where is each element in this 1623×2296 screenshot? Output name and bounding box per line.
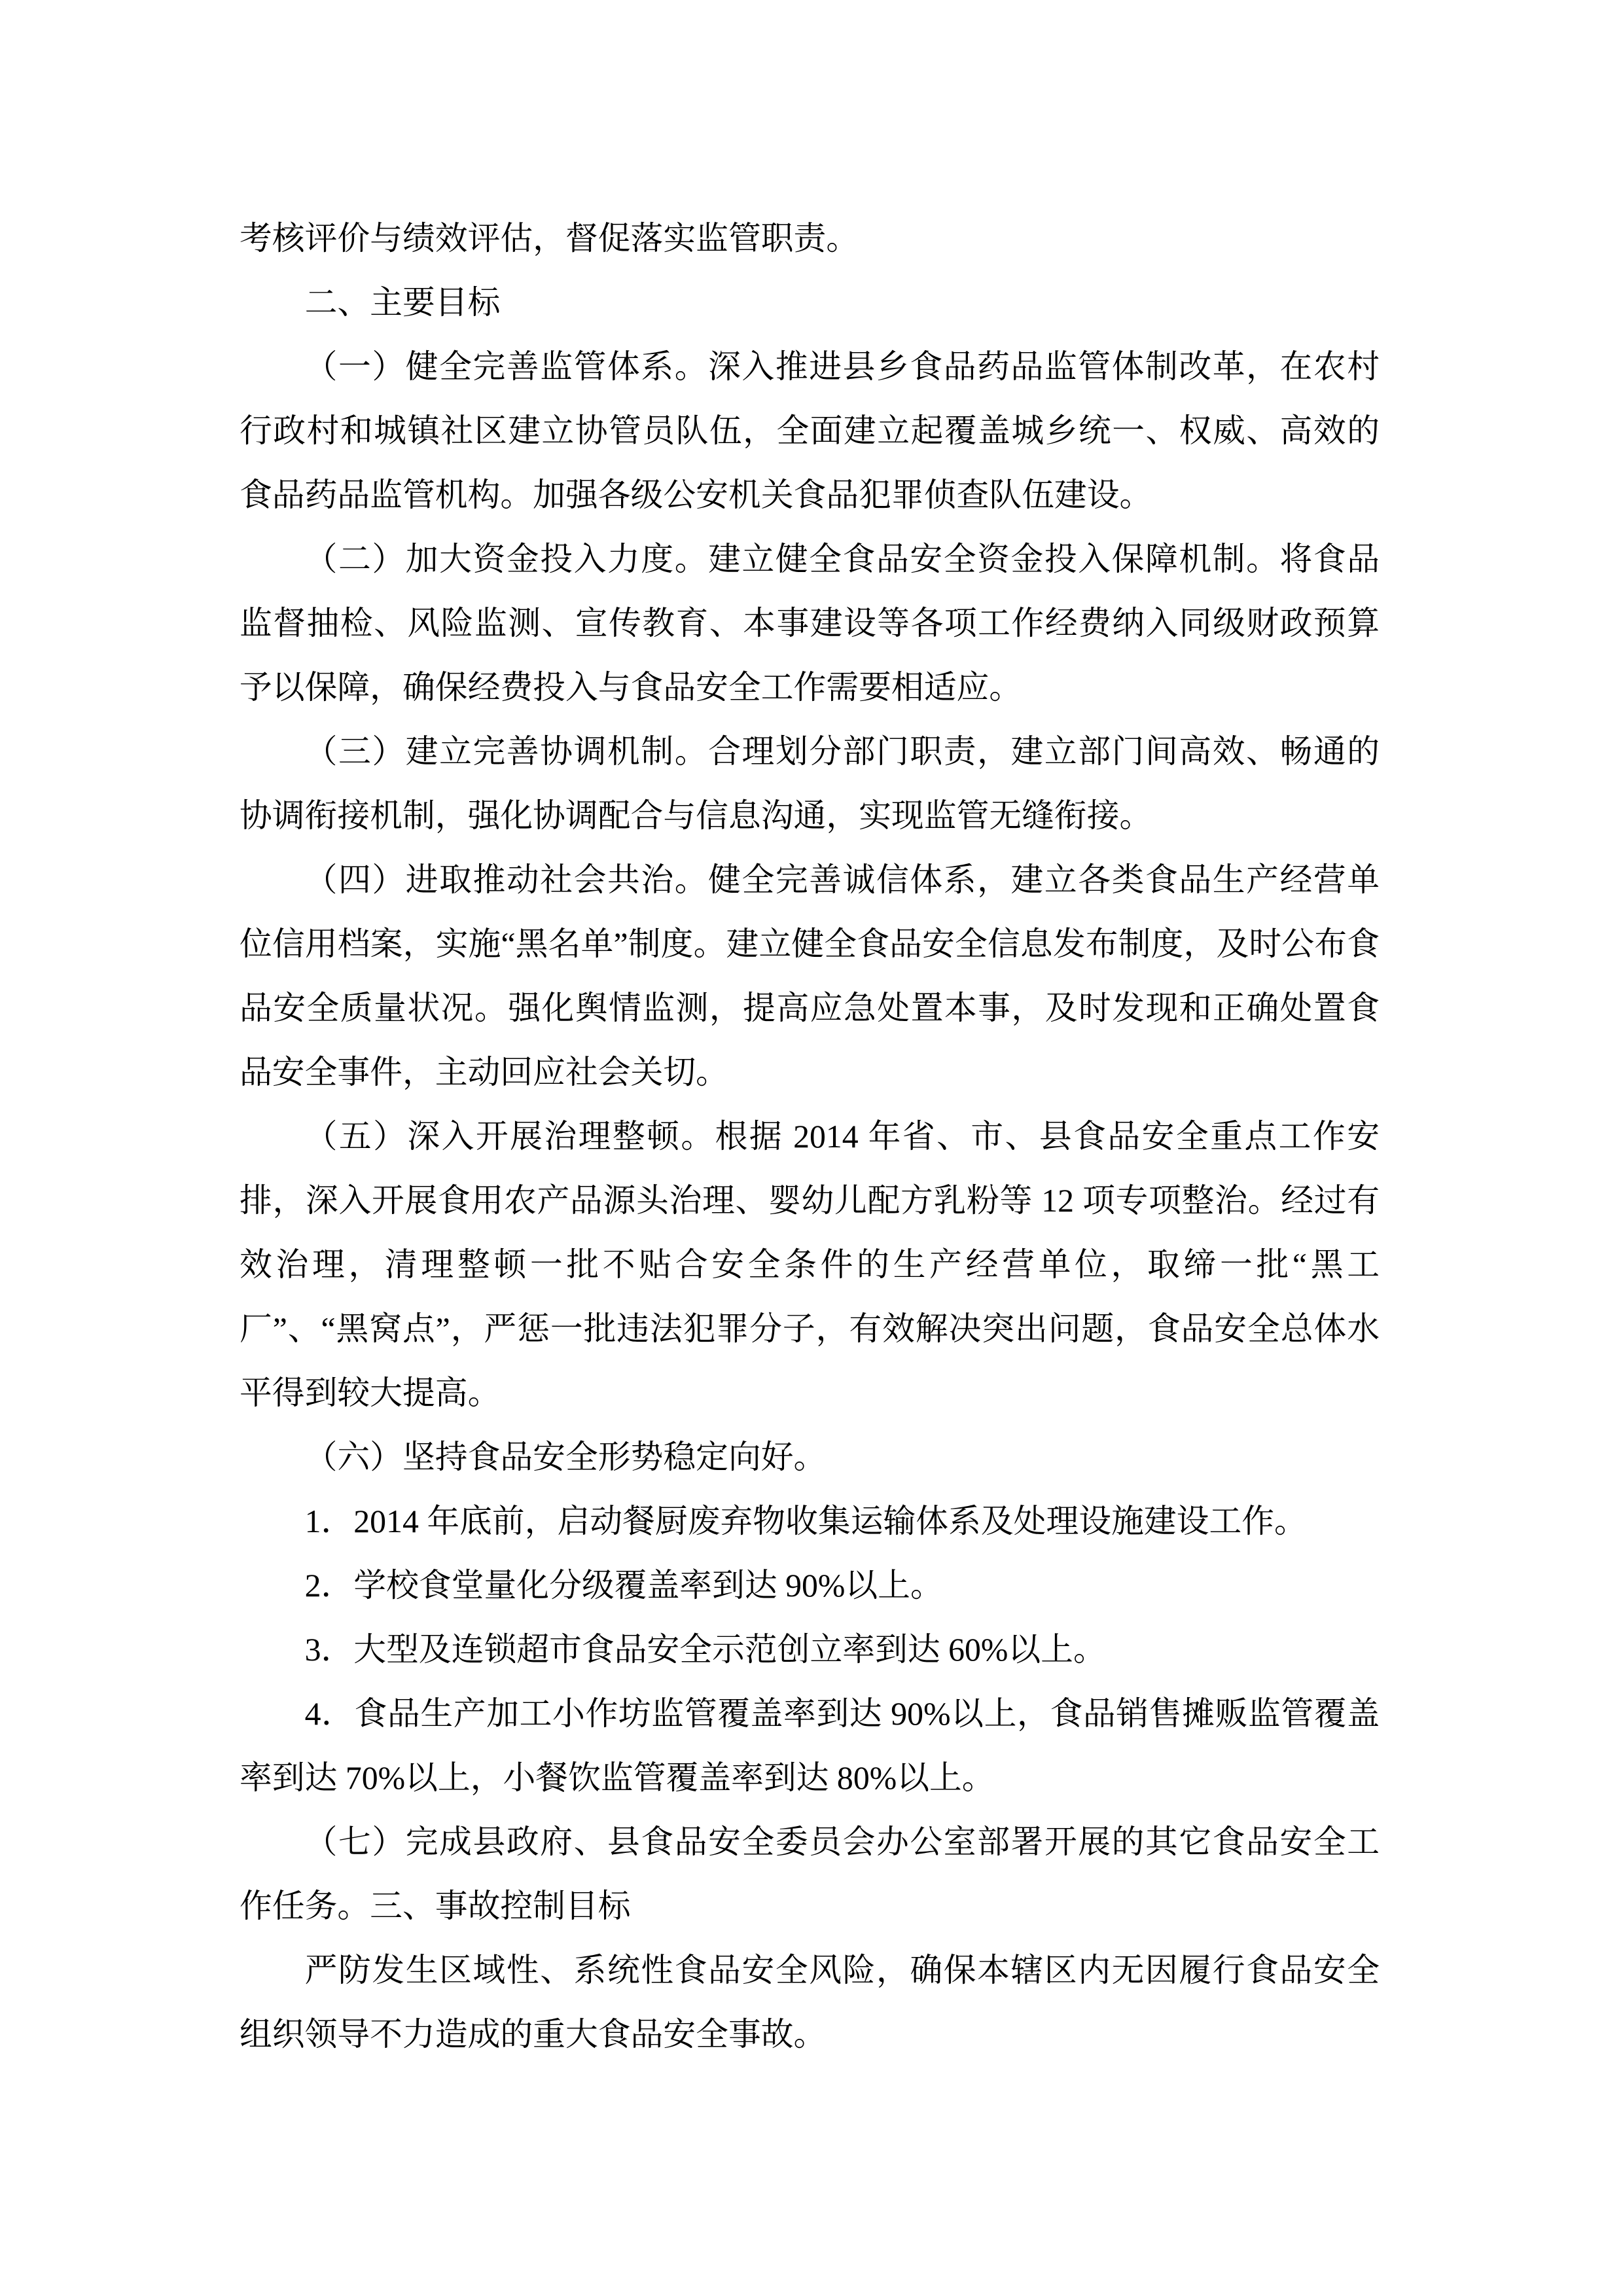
paragraph: （七）完成县政府、县食品安全委员会办公室部署开展的其它食品安全工作任务。三、事故控制目标 (240, 1824, 1380, 1924)
paragraph: 严防发生区域性、系统性食品安全风险，确保本辖区内无因履行食品安全组织领导不力造成的重大食品安全事故。 (240, 1952, 1380, 2053)
paragraph: 二、主要目标 (304, 285, 501, 321)
paragraph: （三）建立完善协调机制。合理划分部门职责，建立部门间高效、畅通的协调衔接机制，强化协调配合与信息沟通，实现监管无缝衔接。 (240, 734, 1380, 834)
paragraph: 4．食品生产加工小作坊监管覆盖率到达 90%以上，食品销售摊贩监管覆盖率到达 70%以上，小餐饮监管覆盖率到达 80%以上。 (240, 1696, 1380, 1796)
paragraph: 3．大型及连锁超市食品安全示范创立率到达 60%以上。 (304, 1632, 1106, 1668)
paragraph: 考核评价与绩效评估，督促落实监管职责。 (240, 221, 859, 257)
paragraph: （一）健全完善监管体系。深入推进县乡食品药品监管体制改革，在农村行政村和城镇社区建立协管员队伍，全面建立起覆盖城乡统一、权威、高效的食品药品监管机构。加强各级公安机关食品犯罪侦查队伍建设。 (240, 349, 1380, 513)
document-page (240, 207, 1380, 2067)
paragraph: （二）加大资金投入力度。建立健全食品安全资金投入保障机制。将食品监督抽检、风险监测、宣传教育、本事建设等各项工作经费纳入同级财政预算予以保障，确保经费投入与食品安全工作需要相适应。 (240, 541, 1380, 706)
paragraph: （四）进取推动社会共治。健全完善诚信体系，建立各类食品生产经营单位信用档案，实施“黑名单”制度。建立健全食品安全信息发布制度，及时公布食品安全质量状况。强化舆情监测，提高应急处置本事，及时发现和正确处置食品安全事件，主动回应社会关切。 (240, 862, 1380, 1090)
paragraph: 2．学校食堂量化分级覆盖率到达 90%以上。 (304, 1568, 943, 1604)
paragraph: （五）深入开展治理整顿。根据 2014 年省、市、县食品安全重点工作安排，深入开展食用农产品源头治理、婴幼儿配方乳粉等 12 项专项整治。经过有效治理，清理整顿一批不贴合安全条件的生产经营单位，取缔一批“黑工厂”、“黑窝点”，严惩一批违法犯罪分子，有效解决突出问题，食品安全总体水平得到较大提高。 (240, 1119, 1380, 1411)
paragraph: （六）坚持食品安全形势稳定向好。 (304, 1439, 827, 1475)
paragraph: 1．2014 年底前，启动餐厨废弃物收集运输体系及处理设施建设工作。 (304, 1503, 1307, 1539)
